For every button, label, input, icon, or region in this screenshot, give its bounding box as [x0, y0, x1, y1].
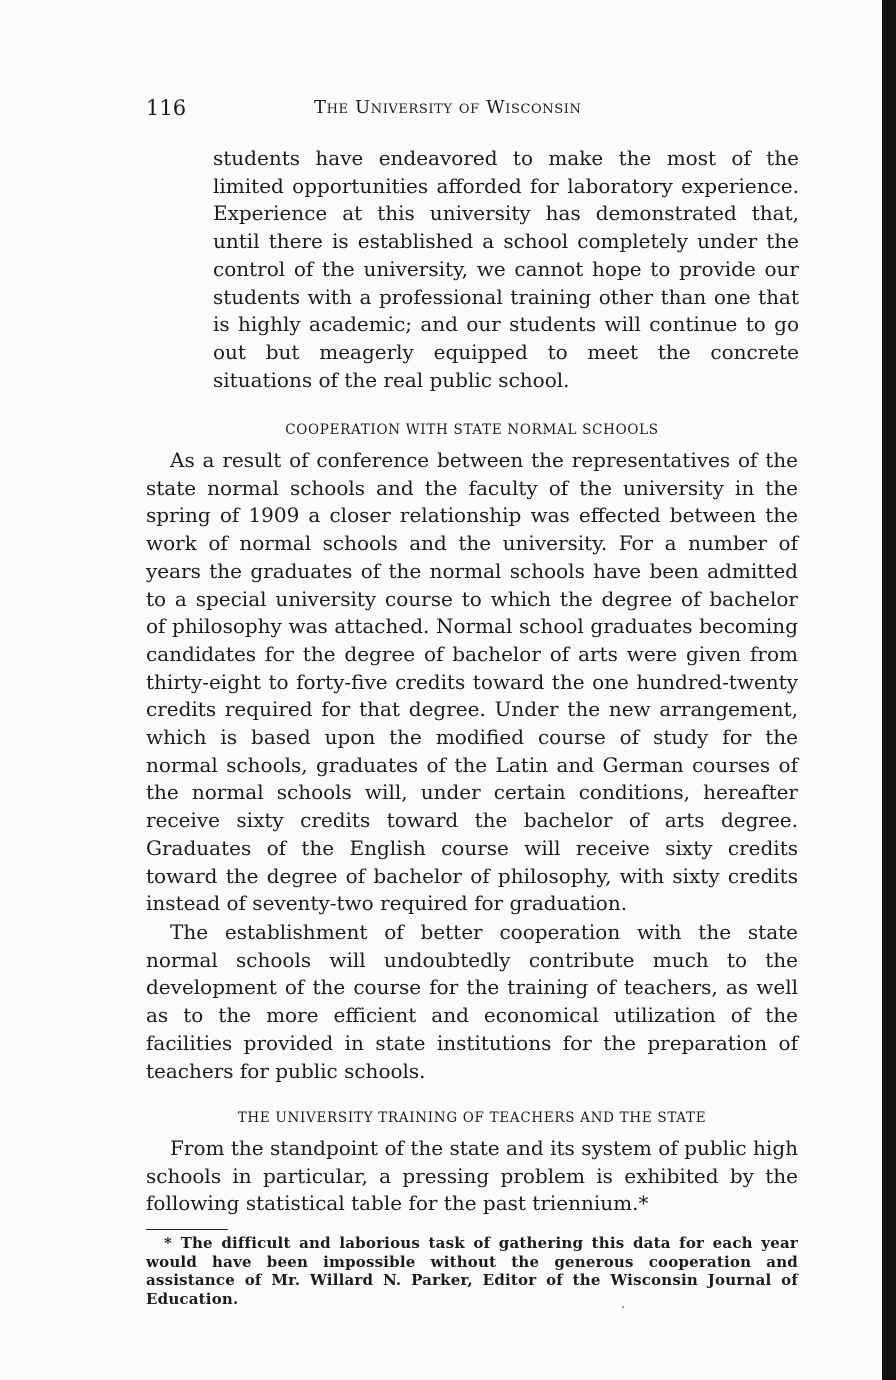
- paragraph-training-1: [146, 1135, 798, 1218]
- page-number: 116: [146, 96, 187, 120]
- page-header: [146, 96, 806, 122]
- running-title: The University of Wisconsin: [314, 97, 582, 118]
- continuation-paragraph: students have endeavored to make the most of the limited opportunities afforded for laboratory experience. Experience at this university has demonstrated that, until there is established a school completely under the control of the university, we cannot hope to provide our students with a professional training other than one that is highly academic; and our students will continue to go out but meagerly equipped to meet the concrete situations of the real public school.: [213, 146, 799, 392]
- paragraph-text: The establishment of better cooperation with the state normal schools will undoubtedly contribute much to the development of the course for the training of teachers, as well as to the more efficient and economical utilization of the facilities provided in state institutions for the preparation of teachers for public schools.: [146, 920, 798, 1083]
- footnote: [146, 1234, 798, 1308]
- paragraph-cooperation-1: [146, 447, 798, 918]
- paragraph-text: As a result of conference between the representatives of the state normal schools and the faculty of the university in the spring of 1909 a closer relationship was effected between the work of normal schools and the university. For a number of years the graduates of the normal schools have been admitted to a special university course to which the degree of bachelor of philosophy was attached. Normal school graduates becoming candidates for the degree of bachelor of arts were given from thirty-eight to forty-five credits toward the one hundred-twenty credits required for that degree. Under the new arrangement, which is based upon the modified course of study for the normal schools, graduates of the Latin and German courses of the normal schools will, under certain conditions, hereafter receive sixty credits toward the bachelor of arts degree. Graduates of the English course will receive sixty credits toward the degree of bachelor of philosophy, with sixty credits instead of seventy-two required for graduation.: [146, 448, 798, 916]
- footnote-text: * The difficult and laborious task of gathering this data for each year would have been impossible without the generous cooperation and assistance of Mr. Willard N. Parker, Editor of the Wisconsin Journal of Education.: [146, 1234, 798, 1308]
- paper-speck: [622, 1306, 624, 1308]
- footnote-divider: [146, 1229, 228, 1230]
- paragraph-cooperation-2: [146, 919, 798, 1085]
- section-heading-training: THE UNIVERSITY TRAINING OF TEACHERS AND THE STATE: [237, 1110, 707, 1126]
- paragraph-text: From the standpoint of the state and its system of public high schools in particular, a pressing problem is exhibited by the following statistical table for the past triennium.*: [146, 1136, 798, 1216]
- page-edge-shadow: [882, 0, 896, 1380]
- section-heading-cooperation: COOPERATION WITH STATE NORMAL SCHOOLS: [285, 422, 659, 438]
